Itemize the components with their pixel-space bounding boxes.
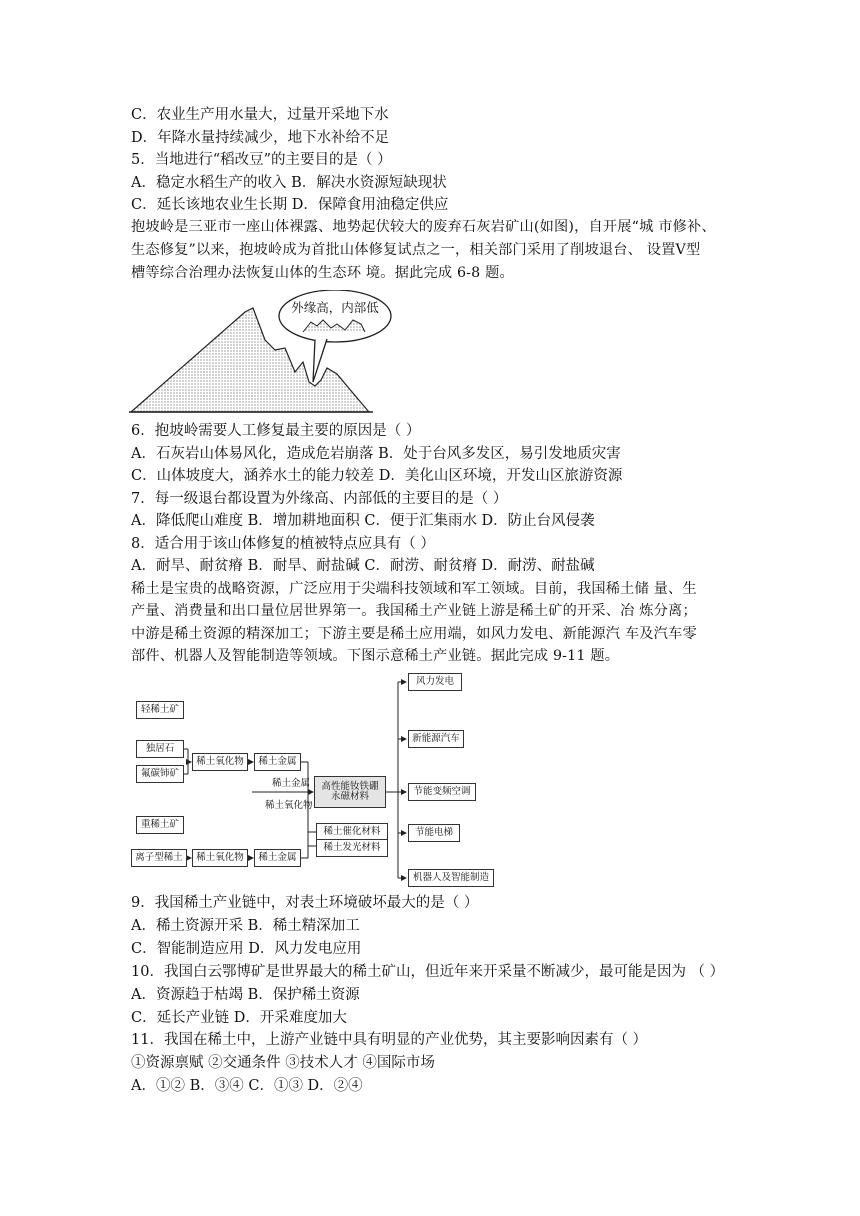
passage2-line1: 稀土是宝贵的战略资源，广泛应用于尖端科技领域和军工领域。目前，我国稀土储 量、生 <box>131 581 697 597</box>
box-new-energy-vehicle: 新能源汽车 <box>408 730 464 748</box>
q6-stem: 6．抱坡岭需要人工修复最主要的原因是（ ） <box>131 423 421 439</box>
q7-options: A．降低爬山难度 B．增加耕地面积 C．便于汇集雨水 D．防止台风侵袭 <box>131 513 595 529</box>
q9-options-ab: A．稀土资源开采 B．稀土精深加工 <box>131 918 360 934</box>
box-catalyst-material: 稀土催化材料 <box>316 823 388 841</box>
q7-stem: 7．每一级退台都设置为外缘高、内部低的主要目的是（ ） <box>131 491 508 507</box>
box-bastnaesite: 氟碳铈矿 <box>136 765 184 783</box>
q6-options-cd: C．山体坡度大，涵养水土的能力较差 D．美化山区环境，开发山区旅游资源 <box>131 468 623 484</box>
q6-options-ab: A．石灰岩山体易风化，造成危岩崩落 B．处于台风多发区，易引发地质灾害 <box>131 446 621 462</box>
q8-options: A．耐旱、耐贫瘠 B．耐旱、耐盐碱 C．耐涝、耐贫瘠 D．耐涝、耐盐碱 <box>131 558 595 574</box>
q5-options-cd: C．延长该地农业生长期 D．保障食用油稳定供应 <box>131 197 449 213</box>
q5-stem: 5．当地进行“稻改豆”的主要目的是（ ） <box>131 152 392 168</box>
passage1-line2: 生态修复”以来，抱坡岭成为首批山体修复试点之一，相关部门采用了削坡退台、 设置Ⅴ型 <box>131 242 701 258</box>
label-oxide: 稀土氧化物 <box>265 800 313 811</box>
box-ndfeb-magnet <box>314 776 386 808</box>
q4-option-c: C．农业生产用水量大，过量开采地下水 <box>131 107 389 123</box>
box-robotics: 机器人及智能制造 <box>408 869 494 887</box>
q11-items: ①资源禀赋 ②交通条件 ③技术人才 ④国际市场 <box>131 1055 435 1071</box>
q5-options-ab: A．稳定水稻生产的收入 B．解决水资源短缺现状 <box>131 175 447 191</box>
q9-options-cd: C．智能制造应用 D．风力发电应用 <box>131 941 362 957</box>
q11-stem: 11．我国在稀土中，上游产业链中具有明显的产业优势，其主要影响因素有（ ） <box>131 1032 648 1048</box>
box-heavy-rare-earth-ore: 重稀土矿 <box>136 816 184 834</box>
q10-options-cd: C．延长产业链 D．开采难度加大 <box>131 1010 347 1026</box>
passage2-line3: 中游是稀土资源的精深加工；下游主要是稀土应用端，如风力发电、新能源汽 车及汽车零 <box>131 626 697 642</box>
label-metal: 稀土金属 <box>272 778 311 789</box>
box-oxide-upper: 稀土氧化物 <box>192 753 248 771</box>
box-elevator: 节能电梯 <box>408 824 460 842</box>
q4-option-d: D．年降水量持续减少，地下水补给不足 <box>131 130 390 146</box>
passage2-line4: 部件、机器人及智能制造等领域。下图示意稀土产业链。据此完成 9-11 题。 <box>131 648 620 664</box>
q10-stem: 10．我国白云鄂博矿是世界最大的稀土矿山，但近年来开采量不断减少，最可能是因为 （ ） <box>131 964 725 980</box>
box-luminescent-material: 稀土发光材料 <box>316 839 388 857</box>
box-ionic-rare-earth: 离子型稀土 <box>131 849 187 867</box>
passage1-line1: 抱坡岭是三亚市一座山体裸露、地势起伏较大的废弃石灰岩矿山(如图)，自开展“城 市修补、 <box>131 219 716 235</box>
box-metal-upper: 稀土金属 <box>254 753 301 771</box>
passage1-line3: 槽等综合治理办法恢复山体的生态环 境。据此完成 6-8 题。 <box>131 265 514 281</box>
box-oxide-lower: 稀土氧化物 <box>192 849 248 867</box>
q11-options: A．①② B．③④ C．①③ D．②④ <box>131 1078 363 1094</box>
q8-stem: 8．适合用于该山体修复的植被特点应具有（ ） <box>131 536 435 552</box>
callout-text: 外缘高，内部低 <box>291 300 379 315</box>
box-monazite: 独居石 <box>136 740 184 758</box>
box-inverter-ac: 节能变频空调 <box>408 783 476 801</box>
passage2-line2: 产量、消费量和出口量位居世界第一。我国稀土产业链上游是稀土矿的开采、冶 炼分离； <box>131 603 697 619</box>
center-line2: 永磁材料 <box>330 791 369 802</box>
box-light-rare-earth-ore: 轻稀土矿 <box>136 701 184 719</box>
box-wind-power: 风力发电 <box>408 673 462 691</box>
q9-stem: 9．我国稀土产业链中，对表土环境破坏最大的是（ ） <box>131 895 479 911</box>
q10-options-ab: A．资源趋于枯竭 B．保护稀土资源 <box>131 987 360 1003</box>
box-metal-lower: 稀土金属 <box>254 849 301 867</box>
center-line1: 高性能钕铁硼 <box>321 780 379 792</box>
